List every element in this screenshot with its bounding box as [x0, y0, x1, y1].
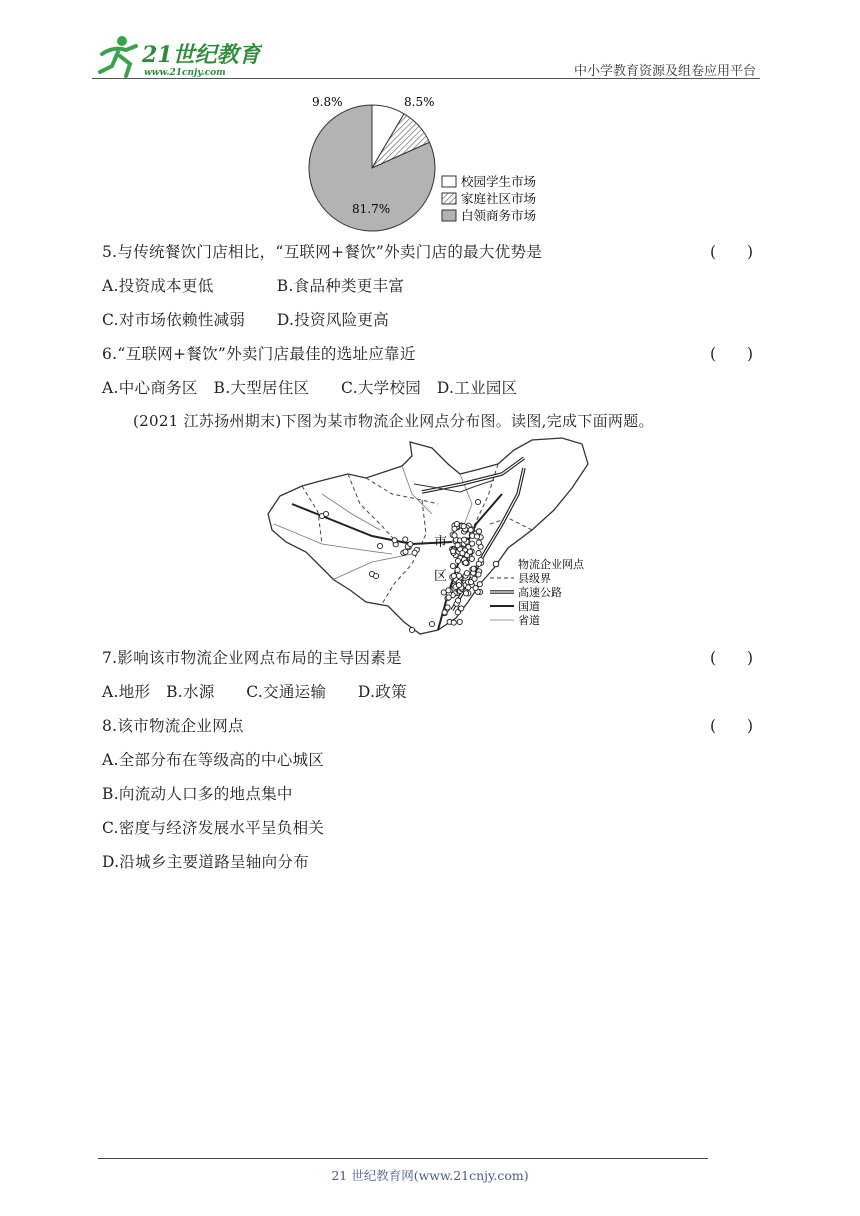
outlet-dot: [474, 534, 479, 539]
outlet-dot: [463, 560, 468, 565]
legend-swatch-campus: [442, 176, 456, 187]
legend-family: 家庭社区市场: [461, 191, 537, 206]
outlet-dot: [472, 576, 477, 581]
legend-swatch-office: [442, 210, 456, 221]
outlet-dot: [477, 582, 482, 587]
q8-stem: 8.该市物流企业网点: [102, 717, 244, 735]
q8-option-c: C.密度与经济发展水平呈负相关: [102, 819, 325, 837]
q5-options-cd: C.对市场依赖性减弱 D.投资风险更高: [102, 311, 390, 329]
q6-options: A.中心商务区 B.大型居住区 C.大学校园 D.工业园区: [102, 379, 518, 397]
outlet-dot: [323, 511, 328, 516]
q8-option-d: D.沿城乡主要道路呈轴向分布: [102, 853, 310, 871]
q8-answer-paren: ( ): [710, 717, 754, 735]
q8-option-a: A.全部分布在等级高的中心城区: [102, 751, 325, 769]
outlet-dot: [471, 566, 476, 571]
outlet-dot: [475, 499, 480, 504]
pie-legend: [442, 174, 536, 223]
outlet-dot: [456, 583, 461, 588]
pie-label-family: 9.8%: [312, 95, 343, 109]
outlet-dot: [476, 540, 481, 545]
outlet-dot: [451, 573, 456, 578]
map-legend-provincial: 省道: [518, 614, 540, 627]
outlet-dot: [460, 551, 465, 556]
pie-chart: [300, 92, 570, 232]
map-legend: [490, 557, 585, 627]
header-divider: [92, 78, 760, 79]
logo-url: www.21cnjy.com: [144, 68, 226, 78]
outlet-dot: [392, 538, 397, 543]
outlet-dot: [445, 605, 450, 610]
map-city-label-2: 区: [434, 569, 448, 584]
outlet-dot: [476, 550, 481, 555]
outlet-dot: [455, 543, 460, 548]
outlet-dot: [409, 627, 414, 632]
outlet-dot: [451, 620, 456, 625]
logo-text: 21世纪教育: [142, 42, 261, 68]
q7-stem: 7.影响该市物流企业网点布局的主导因素是: [102, 649, 402, 667]
runner-icon: [100, 36, 136, 76]
q5-options-ab: A.投资成本更低 B.食品种类更丰富: [102, 277, 405, 295]
outlet-dot: [467, 549, 472, 554]
outlet-dot: [450, 563, 455, 568]
q6-answer-paren: ( ): [710, 345, 754, 363]
outlet-dot: [377, 543, 382, 548]
outlet-dot: [462, 537, 467, 542]
logo: [92, 32, 262, 80]
outlet-dot: [469, 556, 474, 561]
outlet-dot: [476, 572, 481, 577]
outlet-dot: [461, 524, 466, 529]
outlet-dot: [456, 573, 461, 578]
outlet-dot: [408, 542, 413, 547]
pie-label-campus: 8.5%: [404, 95, 435, 109]
outlet-dot: [476, 529, 481, 534]
outlet-dot: [442, 610, 447, 615]
map-legend-county: 县级界: [518, 572, 551, 585]
outlet-dot: [452, 526, 457, 531]
outlet-dot: [464, 571, 469, 576]
q7-options: A.地形 B.水源 C.交通运输 D.政策: [102, 683, 407, 701]
outlet-dot: [473, 585, 478, 590]
outlet-dot: [463, 591, 468, 596]
footer-text[interactable]: 21 世纪教育网(www.21cnjy.com): [331, 1168, 529, 1183]
outlet-dot: [455, 558, 460, 563]
q5-answer-paren: ( ): [710, 243, 754, 261]
outlet-dot: [476, 561, 481, 566]
legend-swatch-family: [442, 193, 456, 204]
pie-label-office: 81.7%: [352, 202, 391, 216]
outlet-dot: [450, 549, 455, 554]
outlet-dot: [373, 573, 378, 578]
outlet-dot: [455, 567, 460, 572]
legend-campus: 校园学生市场: [461, 174, 537, 189]
platform-name: 中小学教育资源及组卷应用平台: [573, 64, 756, 79]
q5-stem: 5.与传统餐饮门店相比，“互联网+餐饮”外卖门店的最大优势是: [102, 243, 543, 261]
map-legend-national: 国道: [518, 600, 540, 613]
outlet-dot: [455, 598, 460, 603]
map-legend-outlet: 物流企业网点: [518, 558, 584, 571]
outlet-dot: [452, 533, 457, 538]
outlet-dot: [457, 619, 462, 624]
map-intro: (2021 江苏扬州期末)下图为某市物流企业网点分布图。读图,完成下面两题。: [133, 412, 654, 430]
outlet-dot: [412, 550, 417, 555]
footer-divider: [98, 1158, 708, 1159]
outlet-dot: [459, 606, 464, 611]
legend-office: 白领商务市场: [461, 208, 537, 223]
q8-option-b: B.向流动人口多的地点集中: [102, 785, 293, 803]
q6-stem: 6.“互联网+餐饮”外卖门店最佳的选址应靠近: [102, 345, 416, 363]
outlet-dot: [446, 595, 451, 600]
outlet-dot: [446, 588, 451, 593]
outlet-dot: [429, 621, 434, 626]
logistics-map: [262, 434, 602, 638]
q7-answer-paren: ( ): [710, 649, 754, 667]
map-city-label-1: 市: [434, 535, 448, 550]
map-legend-expressway: 高速公路: [518, 586, 562, 599]
outlet-dot: [403, 549, 408, 554]
outlet-dot: [403, 537, 408, 542]
